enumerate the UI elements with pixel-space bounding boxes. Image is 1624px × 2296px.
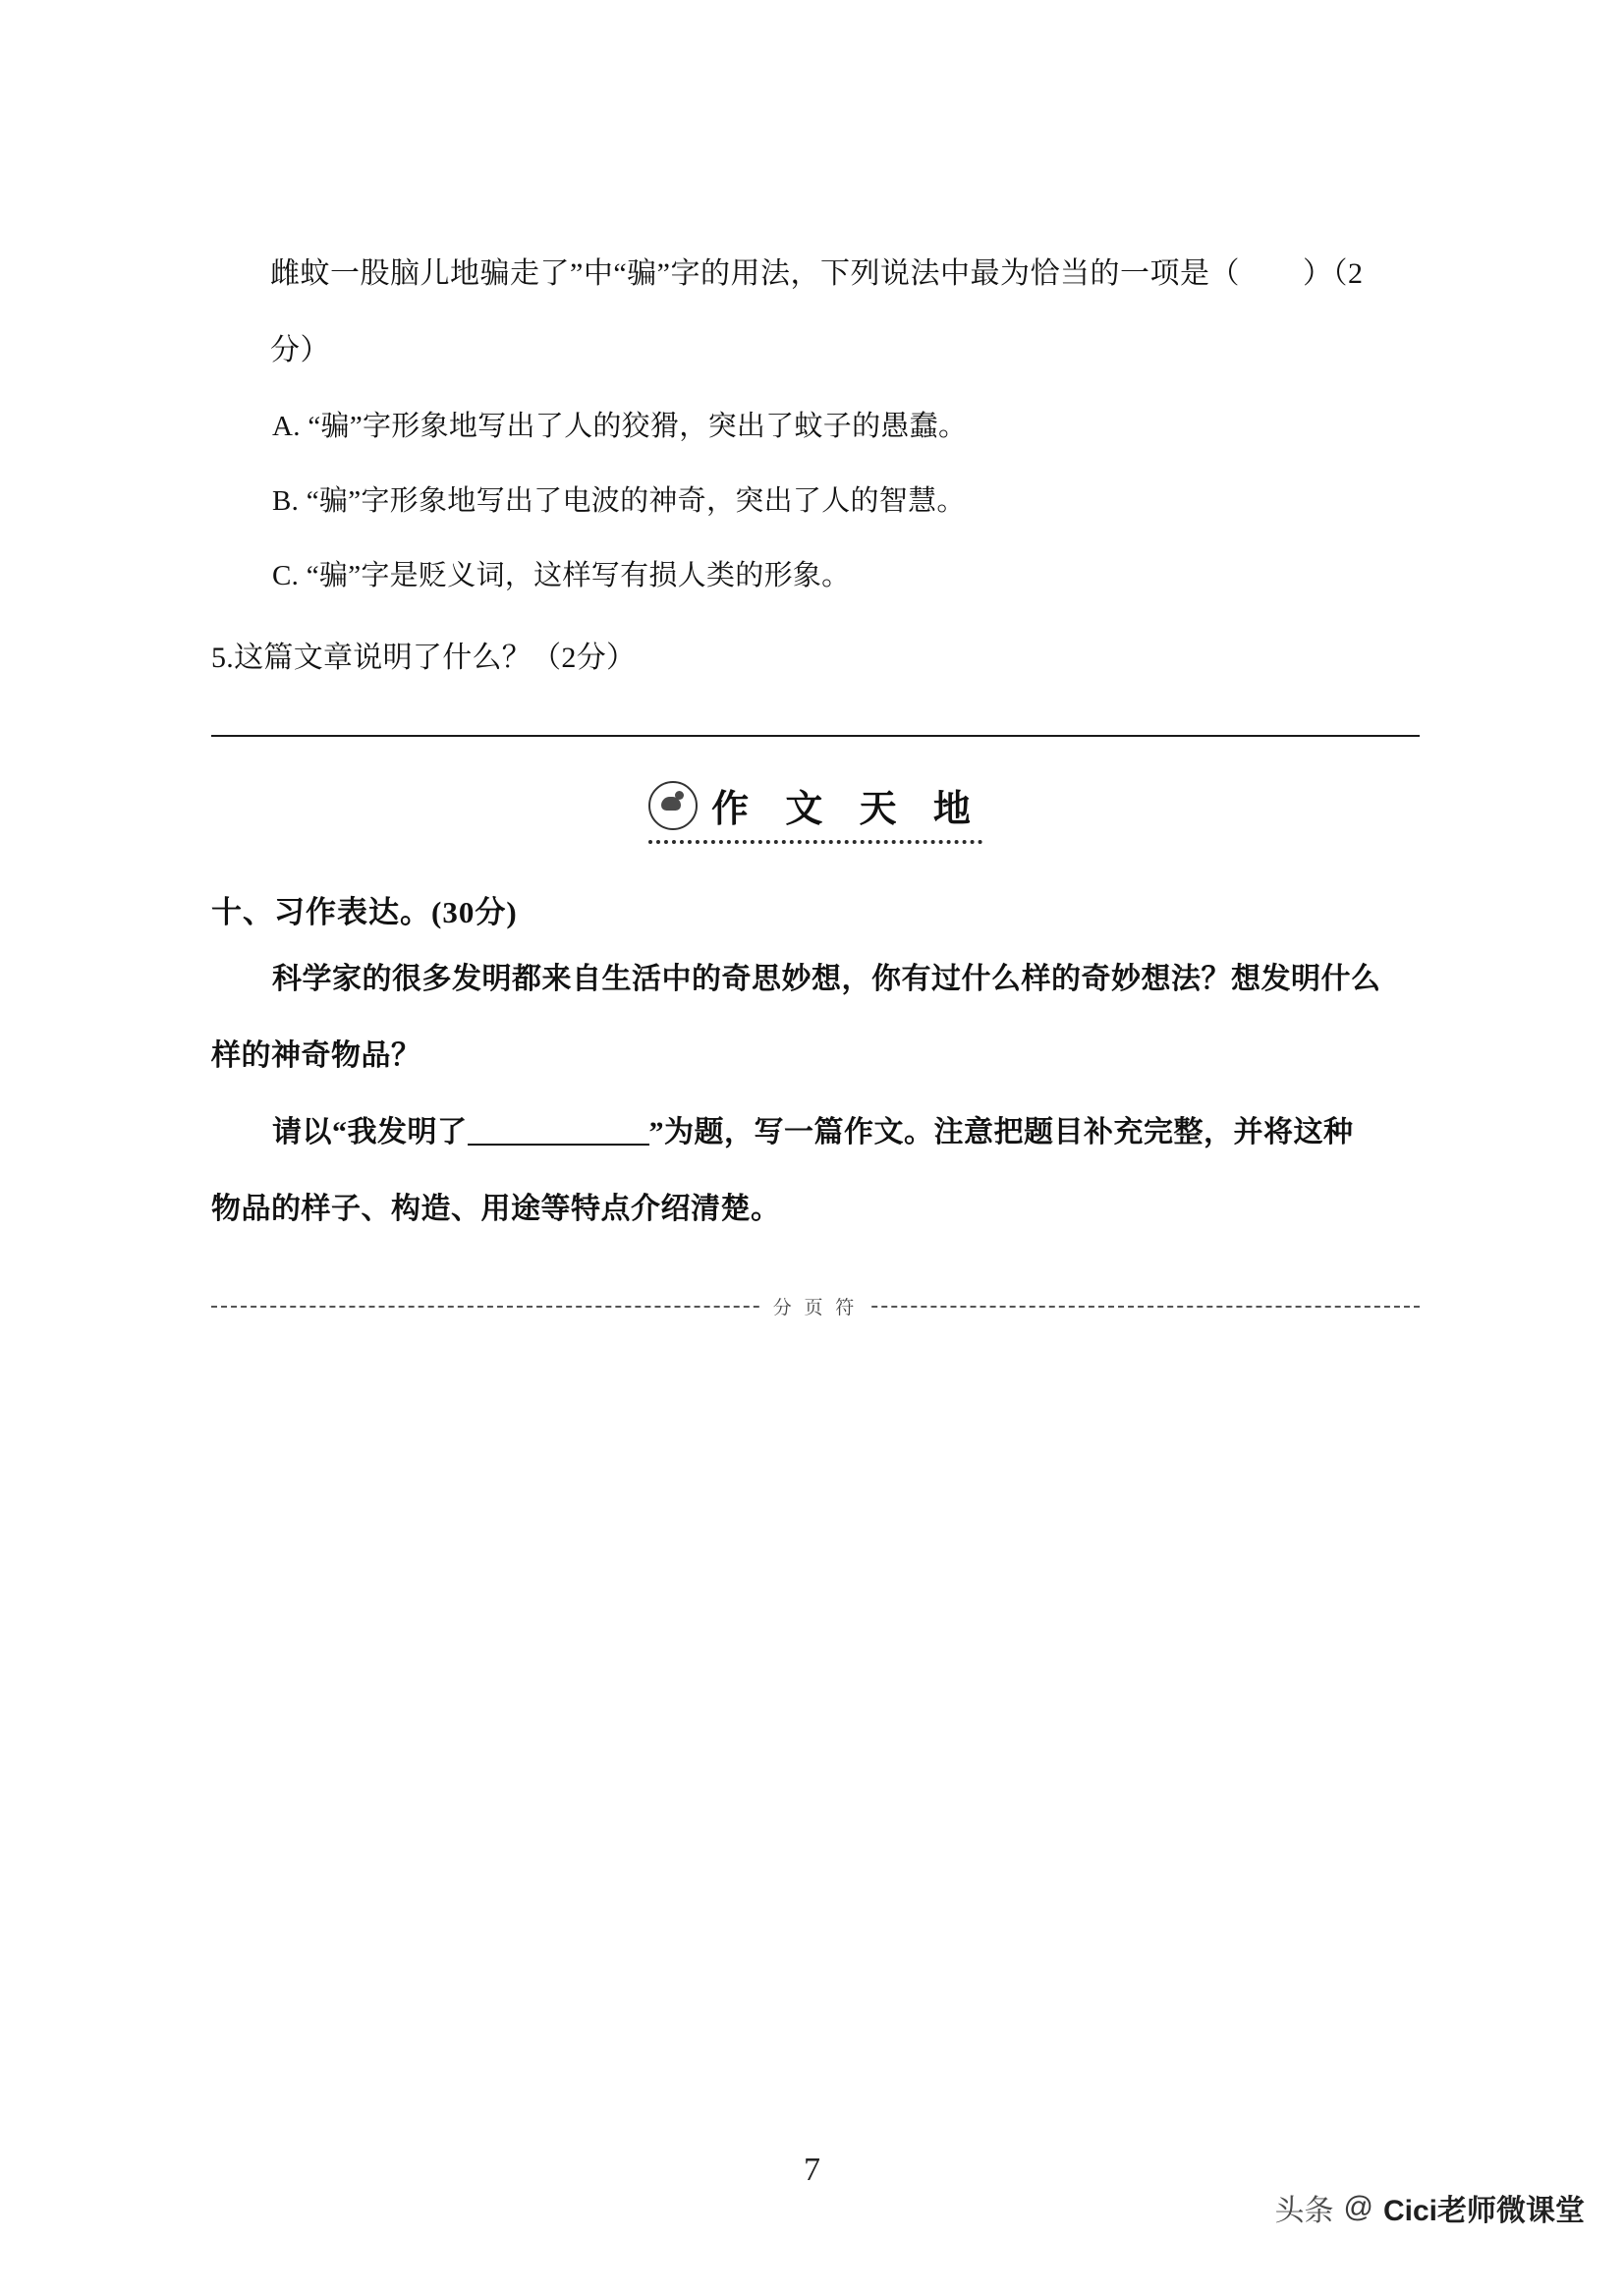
page-content: [211, 236, 1420, 1318]
composition-paragraph-1-text-1: 科学家的很多发明都来自生活中的奇思妙想，你有过什么样的奇妙想法？想发明什么: [272, 963, 1381, 995]
page-number: 7: [804, 2152, 820, 2188]
watermark-brand: 头条: [1274, 2195, 1334, 2227]
watermark-separator: @: [1343, 2191, 1373, 2223]
answer-write-line[interactable]: [211, 735, 1420, 737]
composition-paragraph-2-line-2: 物品的样子、构造、用途等特点介绍清楚。: [211, 1193, 781, 1225]
composition-prompt-after-blank: ”为题，写一篇作文。注意把题目补充完整，并将这种: [648, 1116, 1354, 1148]
watermark: [1275, 2186, 1586, 2229]
page-break-divider: [211, 1293, 1420, 1318]
section-banner: [211, 778, 1420, 844]
question-4-option-c[interactable]: C. “骗”字是贬义词，这样写有损人类的形象。: [272, 560, 851, 591]
pen-circle-icon: [648, 781, 698, 830]
watermark-account-name: Cici老师微课堂: [1382, 2195, 1585, 2227]
composition-prompt-before-blank: 请以“我发明了: [272, 1116, 468, 1148]
composition-title-blank[interactable]: [468, 1116, 649, 1146]
section-title: 作 文 天 地: [711, 786, 982, 830]
composition-paragraph-1-line-2: 样的神奇物品？: [211, 1039, 421, 1072]
question-4-stem-line-1: 雌蚊一股脑儿地骗走了”中“骗”字的用法，下列说法中最为恰当的一项是（ ）（2: [270, 257, 1364, 290]
question-4-option-a[interactable]: A. “骗”字形象地写出了人的狡猾，突出了蚊子的愚蠢。: [272, 411, 968, 442]
composition-paragraph-1-line-1: [211, 941, 1420, 1018]
question-4-option-b[interactable]: B. “骗”字形象地写出了电波的神奇，突出了人的智慧。: [272, 485, 966, 517]
question-4-stem-line-2: 分）: [270, 334, 330, 366]
composition-heading: 十、习作表达。(30分): [211, 895, 518, 929]
question-5-stem: 5.这篇文章说明了什么？（2分）: [211, 642, 637, 674]
page-break-label: 分 页 符: [761, 1293, 870, 1319]
composition-paragraph-2-line-1: [211, 1094, 1420, 1171]
